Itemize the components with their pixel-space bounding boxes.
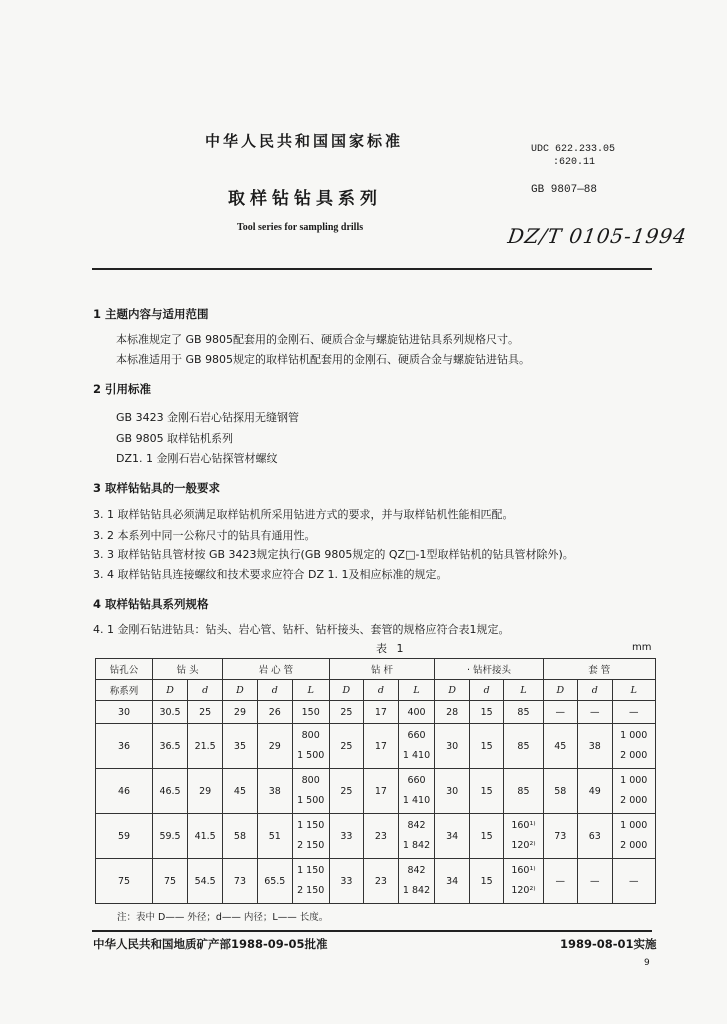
page-number: 9	[644, 958, 650, 968]
table-cell: 63	[578, 814, 613, 859]
table-cell: 46.5	[152, 769, 187, 814]
table-row	[96, 724, 656, 769]
table-cell: 800 1 500	[292, 769, 329, 814]
table-cell: —	[612, 859, 655, 904]
table-cell: 1 150 2 150	[292, 814, 329, 859]
header-rule	[92, 268, 652, 270]
table-row	[96, 814, 656, 859]
issuing-organization: 中华人民共和国国家标准	[205, 132, 404, 150]
table-cell: 58	[543, 769, 578, 814]
section-1-title: 1 主题内容与适用范围	[93, 307, 209, 321]
footer-rule	[92, 930, 652, 932]
table-sub-header	[96, 680, 656, 701]
document-title: 取样钻钻具系列	[228, 189, 382, 209]
table-cell: 30	[435, 724, 470, 769]
table-cell: —	[578, 701, 613, 724]
table-cell: 15	[469, 724, 504, 769]
table-cell: 23	[364, 814, 399, 859]
table-note: 注：表中 D—— 外径；d—— 内径；L—— 长度。	[117, 912, 329, 923]
table-cell: 25	[188, 701, 223, 724]
table-cell: 15	[469, 701, 504, 724]
header-rod-joint: · 钻杆接头	[435, 659, 543, 680]
clause-3-1: 3. 1 取样钻钻具必须满足取样钻机所采用钻进方式的要求，并与取样钻机性能相匹配。	[93, 508, 514, 521]
table-cell: 26	[257, 701, 292, 724]
table-cell: 65.5	[257, 859, 292, 904]
table-cell: 400	[398, 701, 435, 724]
subhead: D	[152, 680, 187, 701]
reference-2: GB 9805 取样钻机系列	[116, 432, 234, 445]
table-cell: 21.5	[188, 724, 223, 769]
header-drill-rod: 钻 杆	[329, 659, 435, 680]
table-cell: 75	[96, 859, 153, 904]
table-cell: 46	[96, 769, 153, 814]
section-4-title: 4 取样钻钻具系列规格	[93, 597, 209, 611]
header-bit: 钻 头	[152, 659, 222, 680]
gb-number: GB 9807—88	[531, 184, 598, 196]
table-cell: 36	[96, 724, 153, 769]
table-cell: 85	[504, 769, 543, 814]
table-cell: 17	[364, 724, 399, 769]
reference-3: DZ1. 1 金刚石岩心钻探管材螺纹	[116, 452, 278, 465]
table-cell: 58	[223, 814, 258, 859]
table-cell: 17	[364, 769, 399, 814]
table-cell: 25	[329, 701, 364, 724]
document-title-english: Tool series for sampling drills	[237, 222, 364, 233]
approval-date: 中华人民共和国地质矿产部1988-09-05批准	[93, 937, 328, 951]
table-cell: 23	[364, 859, 399, 904]
section-1-para-2: 本标准适用于 GB 9805规定的取样钻机配套用的金刚石、硬质合金与螺旋钻进钻具。	[116, 353, 531, 366]
subhead: d	[257, 680, 292, 701]
header-hole-series: 钻孔公	[96, 659, 153, 680]
table-cell: 73	[543, 814, 578, 859]
table-body	[96, 701, 656, 904]
subhead: D	[435, 680, 470, 701]
table-row	[96, 859, 656, 904]
table-cell: 25	[329, 724, 364, 769]
table-cell: 59.5	[152, 814, 187, 859]
subhead: D	[223, 680, 258, 701]
table-cell: 73	[223, 859, 258, 904]
table-cell: 15	[469, 859, 504, 904]
reference-1: GB 3423 金刚石岩心钻探用无缝钢管	[116, 411, 300, 424]
table-cell: 38	[578, 724, 613, 769]
table-cell: 28	[435, 701, 470, 724]
table-cell: —	[578, 859, 613, 904]
table-cell: 160¹⁾ 120²⁾	[504, 859, 543, 904]
table-cell: 15	[469, 769, 504, 814]
clause-3-4: 3. 4 取样钻钻具连接螺纹和技术要求应符合 DZ 1. 1及相应标准的规定。	[93, 568, 448, 581]
subhead: L	[292, 680, 329, 701]
table-cell: 29	[188, 769, 223, 814]
table-cell: —	[543, 701, 578, 724]
table-unit: mm	[632, 642, 652, 653]
table-cell: 1 000 2 000	[612, 769, 655, 814]
table-group-header	[96, 659, 656, 680]
table-cell: 38	[257, 769, 292, 814]
header-hole-series-2: 称系列	[96, 680, 153, 701]
table-cell: 29	[223, 701, 258, 724]
table-cell: 33	[329, 814, 364, 859]
header-casing: 套 管	[543, 659, 656, 680]
table-row	[96, 701, 656, 724]
subhead: d	[578, 680, 613, 701]
table-cell: 54.5	[188, 859, 223, 904]
subhead: L	[612, 680, 655, 701]
table-cell: —	[612, 701, 655, 724]
table-cell: 842 1 842	[398, 814, 435, 859]
table-cell: 15	[469, 814, 504, 859]
table-cell: 1 000 2 000	[612, 814, 655, 859]
table-cell: 25	[329, 769, 364, 814]
table-cell: 45	[543, 724, 578, 769]
table-cell: 34	[435, 859, 470, 904]
subhead: d	[364, 680, 399, 701]
table-cell: 75	[152, 859, 187, 904]
table-cell: 51	[257, 814, 292, 859]
clause-4-1: 4. 1 金刚石钻进钻具：钻头、岩心管、钻杆、钻杆接头、套管的规格应符合表1规定。	[93, 623, 510, 636]
table-cell: 49	[578, 769, 613, 814]
table-caption: 表 1	[376, 642, 407, 655]
udc-code: UDC 622.233.05	[531, 144, 616, 155]
subhead: L	[504, 680, 543, 701]
table-cell: 41.5	[188, 814, 223, 859]
subhead: D	[329, 680, 364, 701]
subhead: d	[188, 680, 223, 701]
table-cell: 30.5	[152, 701, 187, 724]
table-cell: 30	[96, 701, 153, 724]
header-core-tube: 岩 心 管	[223, 659, 329, 680]
subhead: L	[398, 680, 435, 701]
table-cell: 34	[435, 814, 470, 859]
table-cell: 800 1 500	[292, 724, 329, 769]
table-cell: 45	[223, 769, 258, 814]
table-cell: 85	[504, 701, 543, 724]
table-cell: 59	[96, 814, 153, 859]
table-cell: 160¹⁾ 120²⁾	[504, 814, 543, 859]
clause-3-2: 3. 2 本系列中同一公称尺寸的钻具有通用性。	[93, 529, 316, 542]
section-3-title: 3 取样钻钻具的一般要求	[93, 481, 221, 495]
subhead: D	[543, 680, 578, 701]
effective-date: 1989-08-01实施	[560, 937, 657, 951]
table-cell: —	[543, 859, 578, 904]
table-cell: 35	[223, 724, 258, 769]
table-cell: 842 1 842	[398, 859, 435, 904]
table-cell: 1 000 2 000	[612, 724, 655, 769]
table-cell: 36.5	[152, 724, 187, 769]
clause-3-3: 3. 3 取样钻钻具管材按 GB 3423规定执行(GB 9805规定的 QZ□-1型取样钻机的钻具管材除外)。	[93, 548, 574, 561]
table-cell: 30	[435, 769, 470, 814]
spec-table	[95, 658, 656, 904]
subhead: d	[469, 680, 504, 701]
handwritten-annotation: DZ/T 0105-1994	[506, 224, 689, 248]
table-cell: 85	[504, 724, 543, 769]
table-cell: 1 150 2 150	[292, 859, 329, 904]
udc-code-cont: :620.11	[553, 157, 596, 168]
table-cell: 150	[292, 701, 329, 724]
table-cell: 33	[329, 859, 364, 904]
table-cell: 660 1 410	[398, 724, 435, 769]
section-2-title: 2 引用标准	[93, 382, 152, 396]
table-cell: 17	[364, 701, 399, 724]
section-1-para-1: 本标准规定了 GB 9805配套用的金刚石、硬质合金与螺旋钻进钻具系列规格尺寸。	[116, 333, 520, 346]
table-row	[96, 769, 656, 814]
table-cell: 29	[257, 724, 292, 769]
table-cell: 660 1 410	[398, 769, 435, 814]
